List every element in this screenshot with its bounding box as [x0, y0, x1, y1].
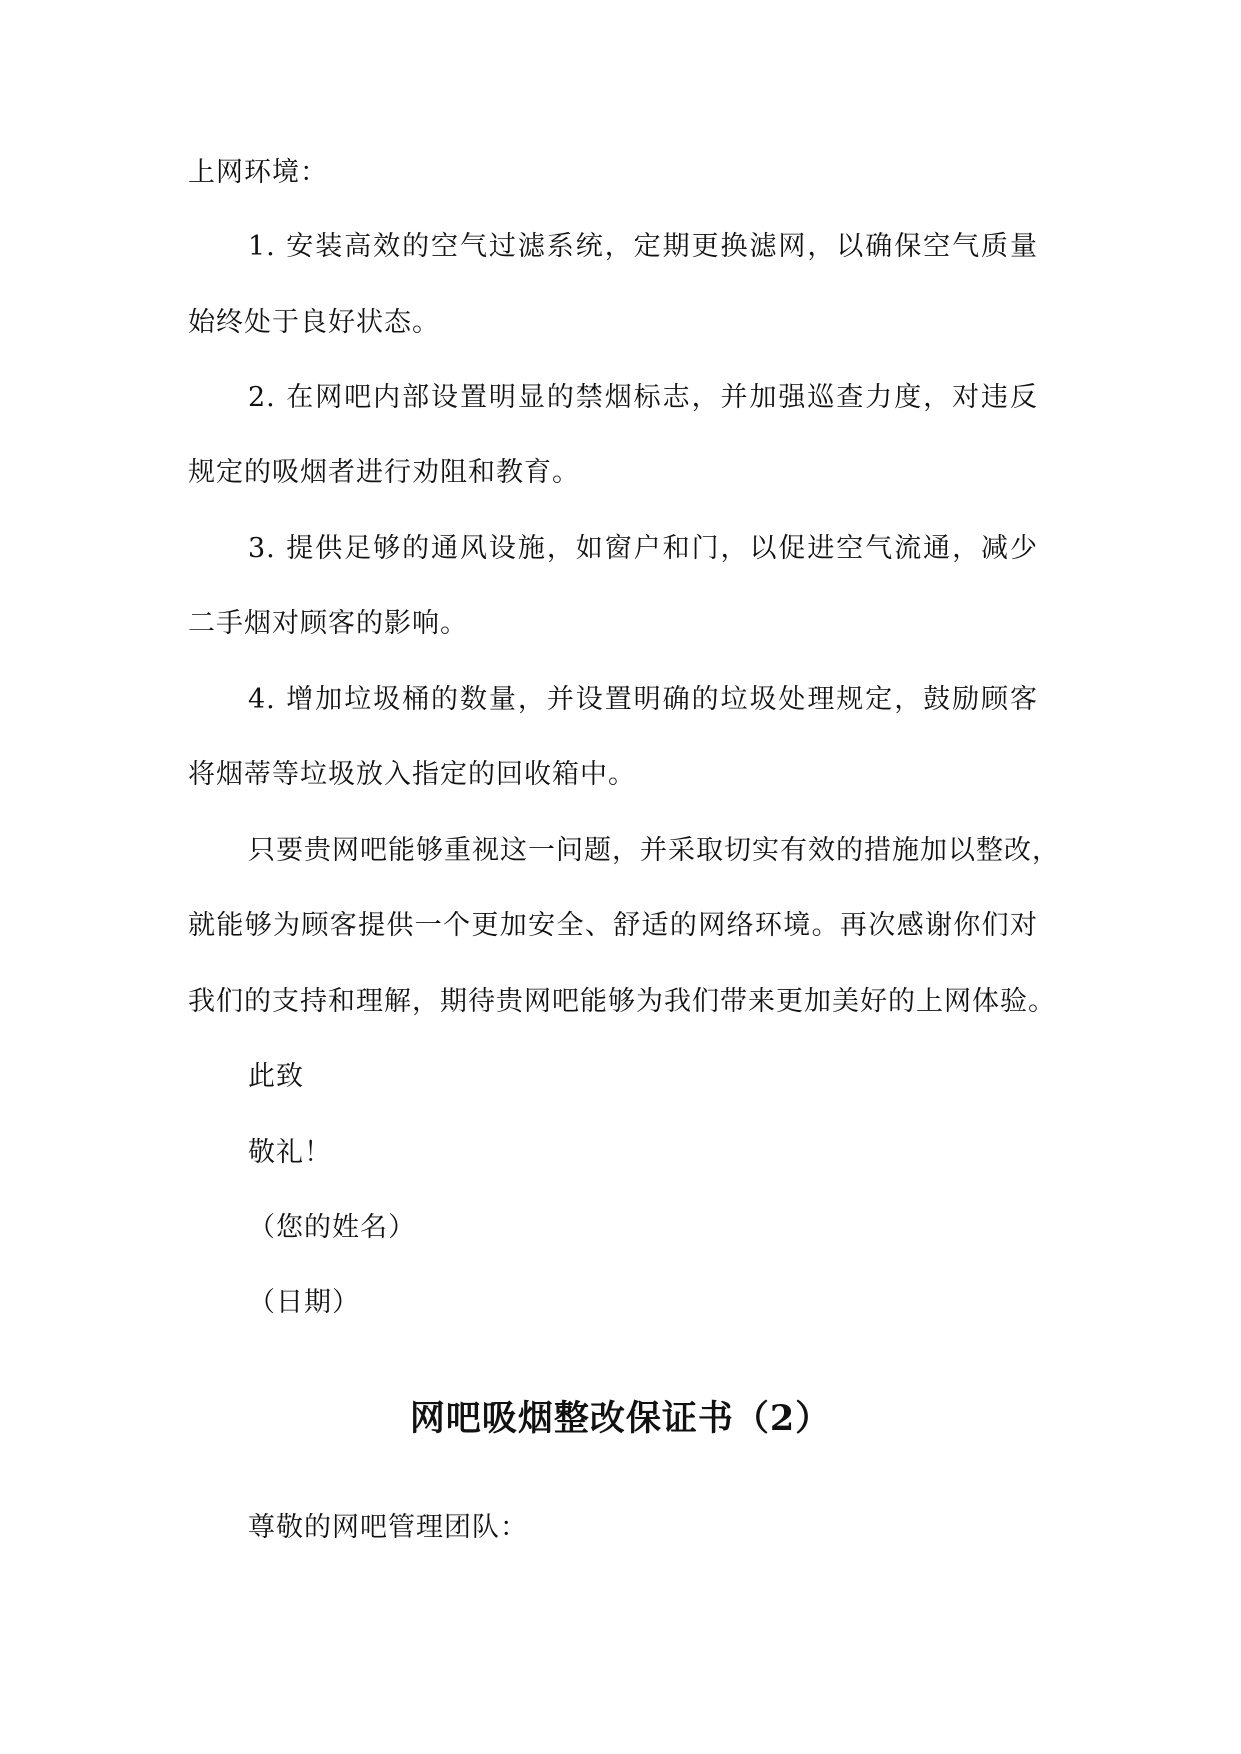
closing-jingli: 敬礼！	[248, 1137, 332, 1168]
list-item-3-line-2: 二手烟对顾客的影响。	[188, 608, 468, 639]
text-line-env: 上网环境：	[188, 157, 328, 188]
closing-paragraph-line-3: 我们的支持和理解，期待贵网吧能够为我们带来更加美好的上网体验。	[188, 986, 1056, 1017]
closing-cizhi: 此致	[248, 1061, 304, 1092]
list-item-4-line-1: 4. 增加垃圾桶的数量，并设置明确的垃圾处理规定，鼓励顾客	[248, 684, 1038, 715]
list-item-2-line-2: 规定的吸烟者进行劝阻和教育。	[188, 457, 580, 488]
signature-name-placeholder: （您的姓名）	[248, 1212, 416, 1243]
section-2-salutation: 尊敬的网吧管理团队：	[248, 1512, 528, 1543]
list-item-4-line-2: 将烟蒂等垃圾放入指定的回收箱中。	[188, 759, 636, 790]
section-2-title: 网吧吸烟整改保证书（2）	[409, 1398, 832, 1439]
list-item-2-line-1: 2. 在网吧内部设置明显的禁烟标志，并加强巡查力度，对违反	[248, 382, 1038, 413]
signature-date-placeholder: （日期）	[248, 1287, 360, 1318]
closing-paragraph-line-1: 只要贵网吧能够重视这一问题，并采取切实有效的措施加以整改，	[248, 835, 1060, 866]
list-item-3-line-1: 3. 提供足够的通风设施，如窗户和门，以促进空气流通，减少	[248, 533, 1038, 564]
closing-paragraph-line-2: 就能够为顾客提供一个更加安全、舒适的网络环境。再次感谢你们对	[188, 910, 1038, 941]
list-item-1-line-2: 始终处于良好状态。	[188, 307, 440, 338]
list-item-1-line-1: 1. 安装高效的空气过滤系统，定期更换滤网，以确保空气质量	[248, 231, 1038, 262]
